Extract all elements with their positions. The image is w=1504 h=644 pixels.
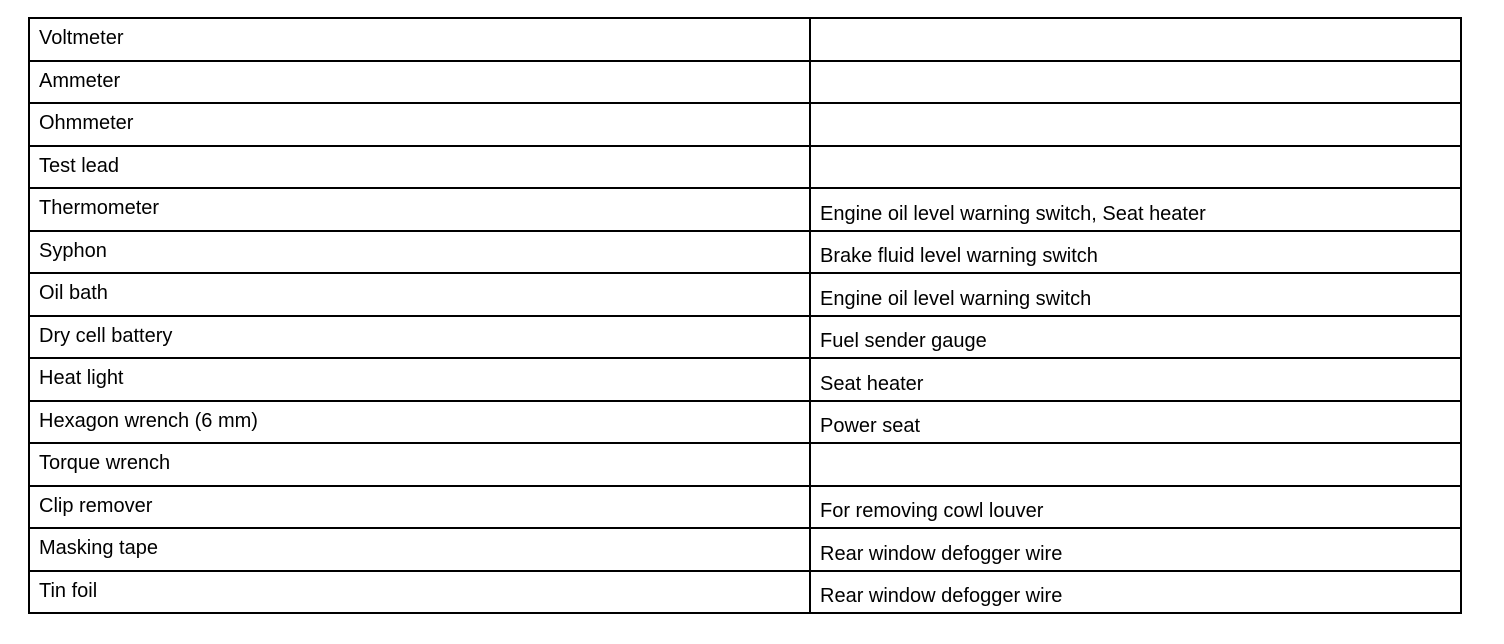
tool-name-cell: Oil bath [29, 273, 810, 316]
tool-use-cell: Rear window defogger wire [810, 528, 1461, 571]
table-row [29, 146, 1461, 189]
tool-use-cell [810, 61, 1461, 104]
tool-name-cell: Torque wrench [29, 443, 810, 486]
table-row [29, 528, 1461, 571]
table-row [29, 486, 1461, 529]
tool-name-cell: Test lead [29, 146, 810, 189]
tool-name-cell: Tin foil [29, 571, 810, 614]
tool-use-cell: Brake fluid level warning switch [810, 231, 1461, 274]
tool-use-cell: Seat heater [810, 358, 1461, 401]
table-row [29, 18, 1461, 61]
tool-use-cell [810, 18, 1461, 61]
table-row [29, 231, 1461, 274]
tool-use-cell: Rear window defogger wire [810, 571, 1461, 614]
tool-name-cell: Ammeter [29, 61, 810, 104]
table-row [29, 188, 1461, 231]
tool-name-cell: Hexagon wrench (6 mm) [29, 401, 810, 444]
table-row [29, 443, 1461, 486]
tool-use-cell: Engine oil level warning switch, Seat heater [810, 188, 1461, 231]
table-row [29, 401, 1461, 444]
table-row [29, 103, 1461, 146]
table-row [29, 358, 1461, 401]
table-row [29, 316, 1461, 359]
tool-name-cell: Heat light [29, 358, 810, 401]
tools-table [28, 17, 1462, 614]
tool-use-cell: Fuel sender gauge [810, 316, 1461, 359]
tools-table-body [29, 18, 1461, 613]
tool-use-cell [810, 103, 1461, 146]
tool-use-cell [810, 443, 1461, 486]
tool-name-cell: Clip remover [29, 486, 810, 529]
table-row [29, 571, 1461, 614]
tool-name-cell: Dry cell battery [29, 316, 810, 359]
tool-name-cell: Thermometer [29, 188, 810, 231]
table-row [29, 273, 1461, 316]
tool-name-cell: Masking tape [29, 528, 810, 571]
tool-name-cell: Syphon [29, 231, 810, 274]
table-row [29, 61, 1461, 104]
tool-name-cell: Ohmmeter [29, 103, 810, 146]
tool-use-cell [810, 146, 1461, 189]
tool-use-cell: Engine oil level warning switch [810, 273, 1461, 316]
tool-name-cell: Voltmeter [29, 18, 810, 61]
tool-use-cell: Power seat [810, 401, 1461, 444]
tool-use-cell: For removing cowl louver [810, 486, 1461, 529]
